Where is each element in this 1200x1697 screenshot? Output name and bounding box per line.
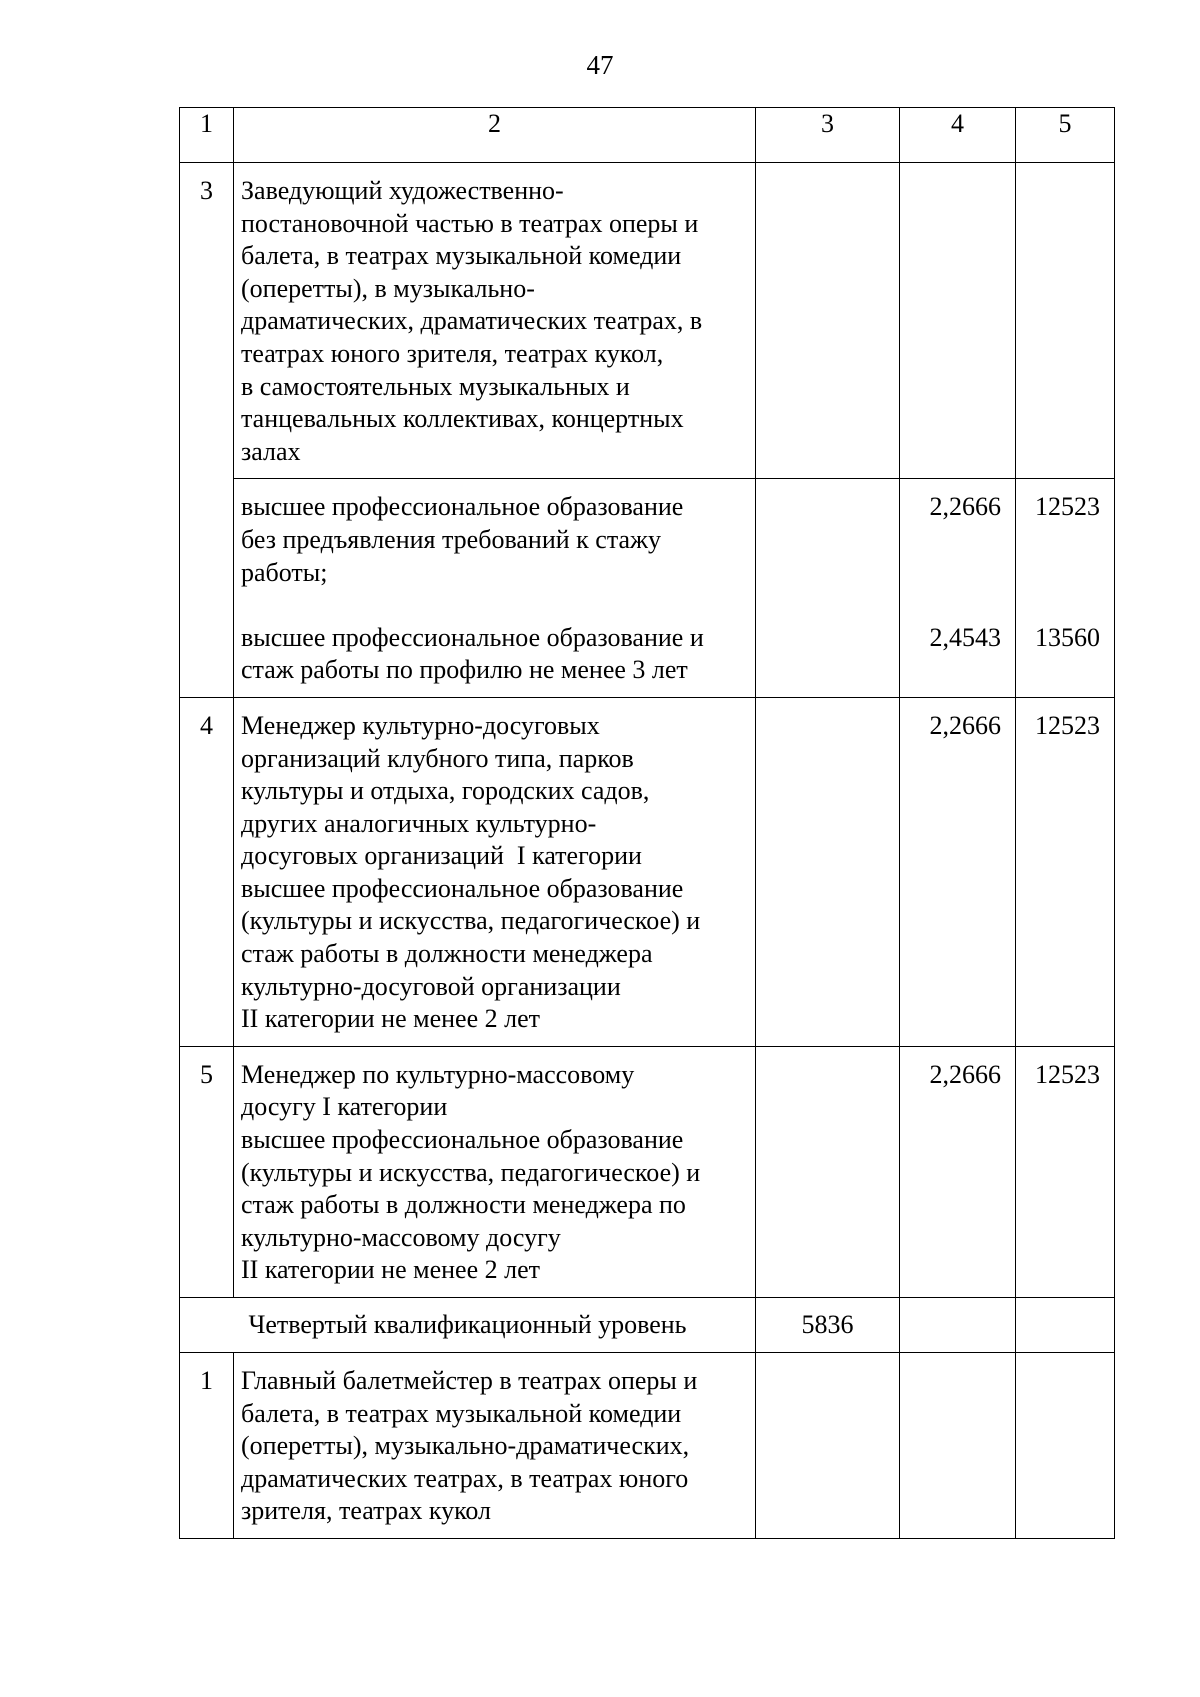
spacer bbox=[1016, 524, 1100, 557]
text-line: (культуры и искусства, педагогическое) и bbox=[241, 906, 701, 936]
coefficient-cell: 2,2666 bbox=[900, 697, 1016, 1046]
requirements-cell bbox=[234, 479, 756, 698]
text-line: Главный балетмейстер в театрах оперы и bbox=[241, 1366, 698, 1395]
row-number: 1 bbox=[180, 1353, 234, 1539]
spacer bbox=[900, 524, 1001, 557]
row-number: 5 bbox=[180, 1046, 234, 1297]
text-line: Менеджер культурно-досуговых bbox=[241, 710, 600, 740]
spacer bbox=[1016, 557, 1100, 590]
empty-cell bbox=[1016, 1353, 1115, 1539]
position-title bbox=[234, 163, 756, 479]
table-header-row bbox=[180, 108, 1115, 163]
text-line: драматических, драматических театрах, в bbox=[241, 306, 703, 336]
spacer bbox=[900, 589, 1001, 622]
text-line: стаж работы по профилю не менее 3 лет bbox=[241, 655, 688, 685]
row-number: 3 bbox=[180, 163, 234, 698]
spacer bbox=[900, 557, 1001, 590]
text-line: танцевальных коллективах, концертных bbox=[241, 404, 684, 434]
header-cell-1: 1 bbox=[180, 108, 234, 163]
text-line: залах bbox=[241, 436, 301, 466]
coefficient: 2,4543 bbox=[929, 622, 1001, 652]
text-line: других аналогичных культурно- bbox=[241, 808, 597, 838]
empty-cell bbox=[756, 479, 900, 698]
empty-cell bbox=[756, 1046, 900, 1297]
salary: 13560 bbox=[1035, 622, 1100, 652]
text-line: высшее профессиональное образование bbox=[241, 492, 684, 522]
header-cell-2: 2 bbox=[234, 108, 756, 163]
position-description bbox=[234, 1353, 756, 1539]
text-line: (оперетты), музыкально-драматических, bbox=[241, 1431, 690, 1461]
text-line: стаж работы в должности менеджера bbox=[241, 939, 653, 969]
text-line: зрителя, театрах кукол bbox=[241, 1496, 492, 1526]
qualification-table bbox=[179, 107, 1115, 1539]
empty-cell bbox=[900, 1298, 1016, 1353]
table-row bbox=[180, 697, 1115, 1046]
base-salary-cell: 5836 bbox=[756, 1298, 900, 1353]
empty-cell bbox=[900, 1353, 1016, 1539]
spacer bbox=[1016, 589, 1100, 622]
text-line: театрах юного зрителя, театрах кукол, bbox=[241, 338, 664, 368]
salary-cell: 12523 bbox=[1016, 1046, 1115, 1297]
empty-cell bbox=[756, 163, 900, 479]
page-number: 47 bbox=[586, 50, 614, 80]
text-line: балета, в театрах музыкальной комедии bbox=[241, 241, 682, 271]
text-line: организаций клубного типа, парков bbox=[241, 743, 634, 773]
empty-cell bbox=[900, 163, 1016, 479]
header-cell-3: 3 bbox=[756, 108, 900, 163]
empty-cell bbox=[756, 1353, 900, 1539]
table-row bbox=[180, 163, 1115, 479]
text-line: высшее профессиональное образование bbox=[241, 1125, 684, 1155]
table-row bbox=[180, 479, 1115, 698]
text-line: Заведующий художественно- bbox=[241, 176, 564, 205]
spacer bbox=[241, 589, 751, 622]
salary: 12523 bbox=[1035, 492, 1100, 522]
text-line: культуры и отдыха, городских садов, bbox=[241, 776, 650, 806]
text-line: культурно-досуговой организации bbox=[241, 971, 621, 1001]
text-line: Менеджер по культурно-массовому bbox=[241, 1059, 635, 1089]
position-description bbox=[234, 697, 756, 1046]
text-line: драматических театрах, в театрах юного bbox=[241, 1463, 689, 1493]
text-line: стаж работы в должности менеджера по bbox=[241, 1190, 686, 1220]
empty-cell bbox=[756, 697, 900, 1046]
text-line: культурно-массовому досугу bbox=[241, 1222, 561, 1252]
position-description bbox=[234, 1046, 756, 1297]
coefficient-cell bbox=[900, 479, 1016, 698]
coefficient: 2,2666 bbox=[929, 492, 1001, 522]
row-number: 4 bbox=[180, 697, 234, 1046]
text-line: без предъявления требований к стажу bbox=[241, 524, 662, 554]
header-cell-4: 4 bbox=[900, 108, 1016, 163]
text-line: досуговых организаций I категории bbox=[241, 841, 642, 871]
text-line: балета, в театрах музыкальной комедии bbox=[241, 1398, 682, 1428]
text-line: в самостоятельных музыкальных и bbox=[241, 371, 630, 401]
empty-cell bbox=[1016, 163, 1115, 479]
header-cell-5: 5 bbox=[1016, 108, 1115, 163]
text-line: II категории не менее 2 лет bbox=[241, 1004, 540, 1034]
text-line: высшее профессиональное образование и bbox=[241, 622, 704, 652]
table-row bbox=[180, 1353, 1115, 1539]
text-line: (культуры и искусства, педагогическое) и bbox=[241, 1157, 701, 1187]
text-line: II категории не менее 2 лет bbox=[241, 1255, 540, 1285]
empty-cell bbox=[1016, 1298, 1115, 1353]
qualification-level-row bbox=[180, 1298, 1115, 1353]
salary-cell: 12523 bbox=[1016, 697, 1115, 1046]
coefficient-cell: 2,2666 bbox=[900, 1046, 1016, 1297]
text-line: высшее профессиональное образование bbox=[241, 873, 684, 903]
salary-cell bbox=[1016, 479, 1115, 698]
text-line: досугу I категории bbox=[241, 1092, 448, 1122]
table-row bbox=[180, 1046, 1115, 1297]
text-line: (оперетты), в музыкально- bbox=[241, 273, 535, 303]
text-line: работы; bbox=[241, 557, 328, 587]
text-line: постановочной частью в театрах оперы и bbox=[241, 208, 699, 238]
qualification-level-label: Четвертый квалификационный уровень bbox=[180, 1298, 756, 1353]
